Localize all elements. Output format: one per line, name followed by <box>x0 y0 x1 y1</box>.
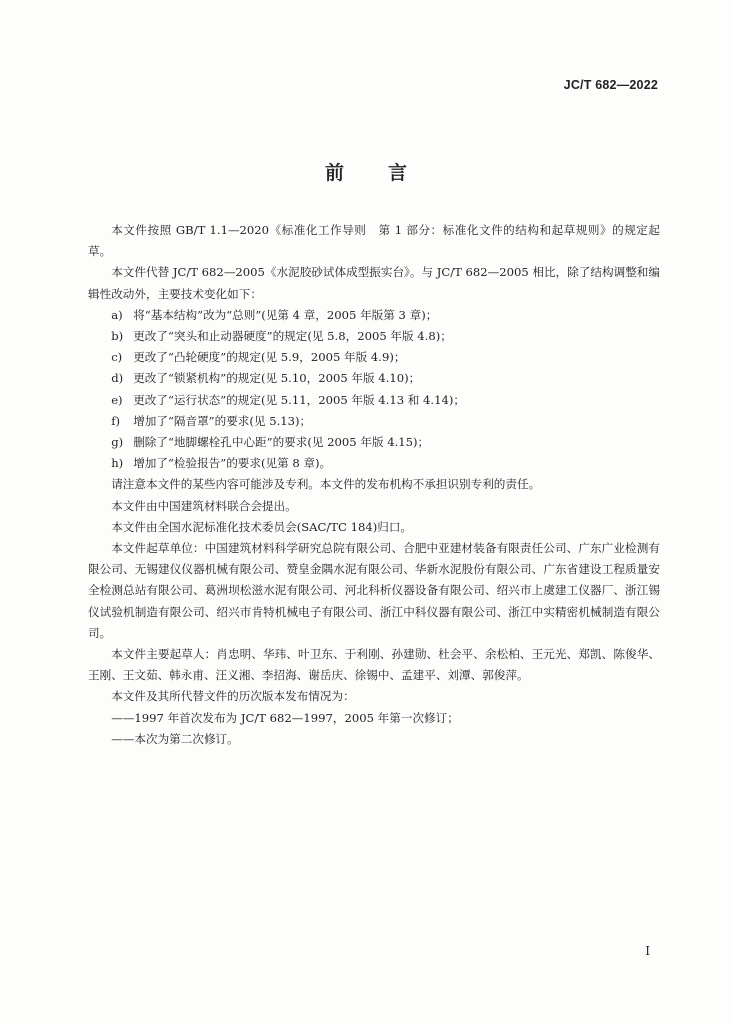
list-item <box>88 305 660 326</box>
paragraph-patent-notice: 请注意本文件的某些内容可能涉及专利。本文件的发布机构不承担识别专利的责任。 <box>111 477 541 492</box>
list-marker: g) <box>111 435 124 450</box>
paragraph-proposed-by: 本文件由中国建筑材料联合会提出。 <box>111 498 297 513</box>
paragraph-replacement: 本文件代替 JC/T 682—2005《水泥胶砂试体成型振实台》。与 JC/T 682—2005 相比，除了结构调整和编辑性改动外，主要技术变化如下： <box>88 265 660 301</box>
paragraph-drafters: 本文件主要起草人：肖忠明、华玮、叶卫东、于利刚、孙建勋、杜会平、余松柏、王元光、郑凯、陈俊华、王刚、王文茹、韩永甫、汪义湘、李招海、谢岳庆、徐锡中、孟建平、刘潭、郭俊萍。 <box>88 647 660 683</box>
history-list <box>88 708 660 750</box>
title-char-1: 前 <box>324 162 344 184</box>
list-item <box>88 368 660 389</box>
list-marker: f) <box>111 413 121 428</box>
list-item-text: 更改了“凸轮硬度”的规定(见 5.9，2005 年版 4.9)； <box>133 350 406 365</box>
history-item: ——本次为第二次修订。 <box>111 731 239 746</box>
list-marker: b) <box>111 329 124 344</box>
document-id: JC/T 682—2022 <box>563 78 658 92</box>
list-item-text: 删除了“地脚螺栓孔中心距”的要求(见 2005 年版 4.15)； <box>133 435 430 450</box>
preface-body <box>88 220 660 750</box>
list-item-text: 更改了“突头和止动器硬度”的规定(见 5.8，2005 年版 4.8)； <box>133 329 452 344</box>
paragraph-drafting-rules: 本文件按照 GB/T 1.1—2020《标准化工作导则 第 1 部分：标准化文件的结构和起草规则》的规定起草。 <box>88 223 660 259</box>
list-item <box>88 326 660 347</box>
list-marker: a) <box>111 307 123 322</box>
list-item-text: 更改了“运行状态”的规定(见 5.11，2005 年版 4.13 和 4.14)； <box>133 392 465 407</box>
list-item <box>88 390 660 411</box>
list-item <box>88 347 660 368</box>
title-char-2: 言 <box>388 162 408 184</box>
changes-list <box>88 305 660 475</box>
list-item-text: 增加了“检验报告”的要求(见第 8 章)。 <box>133 456 332 471</box>
list-marker: c) <box>111 350 123 365</box>
list-item <box>88 453 660 474</box>
list-item <box>88 411 660 432</box>
list-item <box>88 432 660 453</box>
page-number: I <box>645 944 650 958</box>
paragraph-history-intro: 本文件及其所代替文件的历次版本发布情况为： <box>111 689 355 704</box>
history-item: ——1997 年首次发布为 JC/T 682—1997，2005 年第一次修订； <box>111 710 459 725</box>
paragraph-drafting-units: 本文件起草单位：中国建筑材料科学研究总院有限公司、合肥中亚建材装备有限责任公司、广东广业检测有限公司、无锡建仪仪器机械有限公司、赞皇金隅水泥有限公司、华新水泥股份有限公司、广东省建设工程质量安全检测总站有限公司、葛洲坝松滋水泥有限公司、河北科析仪器设备有限公司、绍兴市上虞建工仪器厂、浙江锡仪试验机制造有限公司、绍兴市肯特机械电子有限公司、浙江中科仪器有限公司、浙江中实精密机械制造有限公司。 <box>88 541 660 640</box>
list-marker: d) <box>111 371 124 386</box>
page-title <box>0 158 732 185</box>
list-item-text: 将“基本结构”改为“总则”(见第 4 章，2005 年版第 3 章)； <box>133 307 438 322</box>
list-marker: h) <box>111 456 124 471</box>
paragraph-managed-by: 本文件由全国水泥标准化技术委员会(SAC/TC 184)归口。 <box>111 519 413 534</box>
list-marker: e) <box>111 392 123 407</box>
list-item-text: 增加了“隔音罩”的要求(见 5.13)； <box>133 413 312 428</box>
list-item-text: 更改了“锁紧机构”的规定(见 5.10，2005 年版 4.10)； <box>133 371 421 386</box>
